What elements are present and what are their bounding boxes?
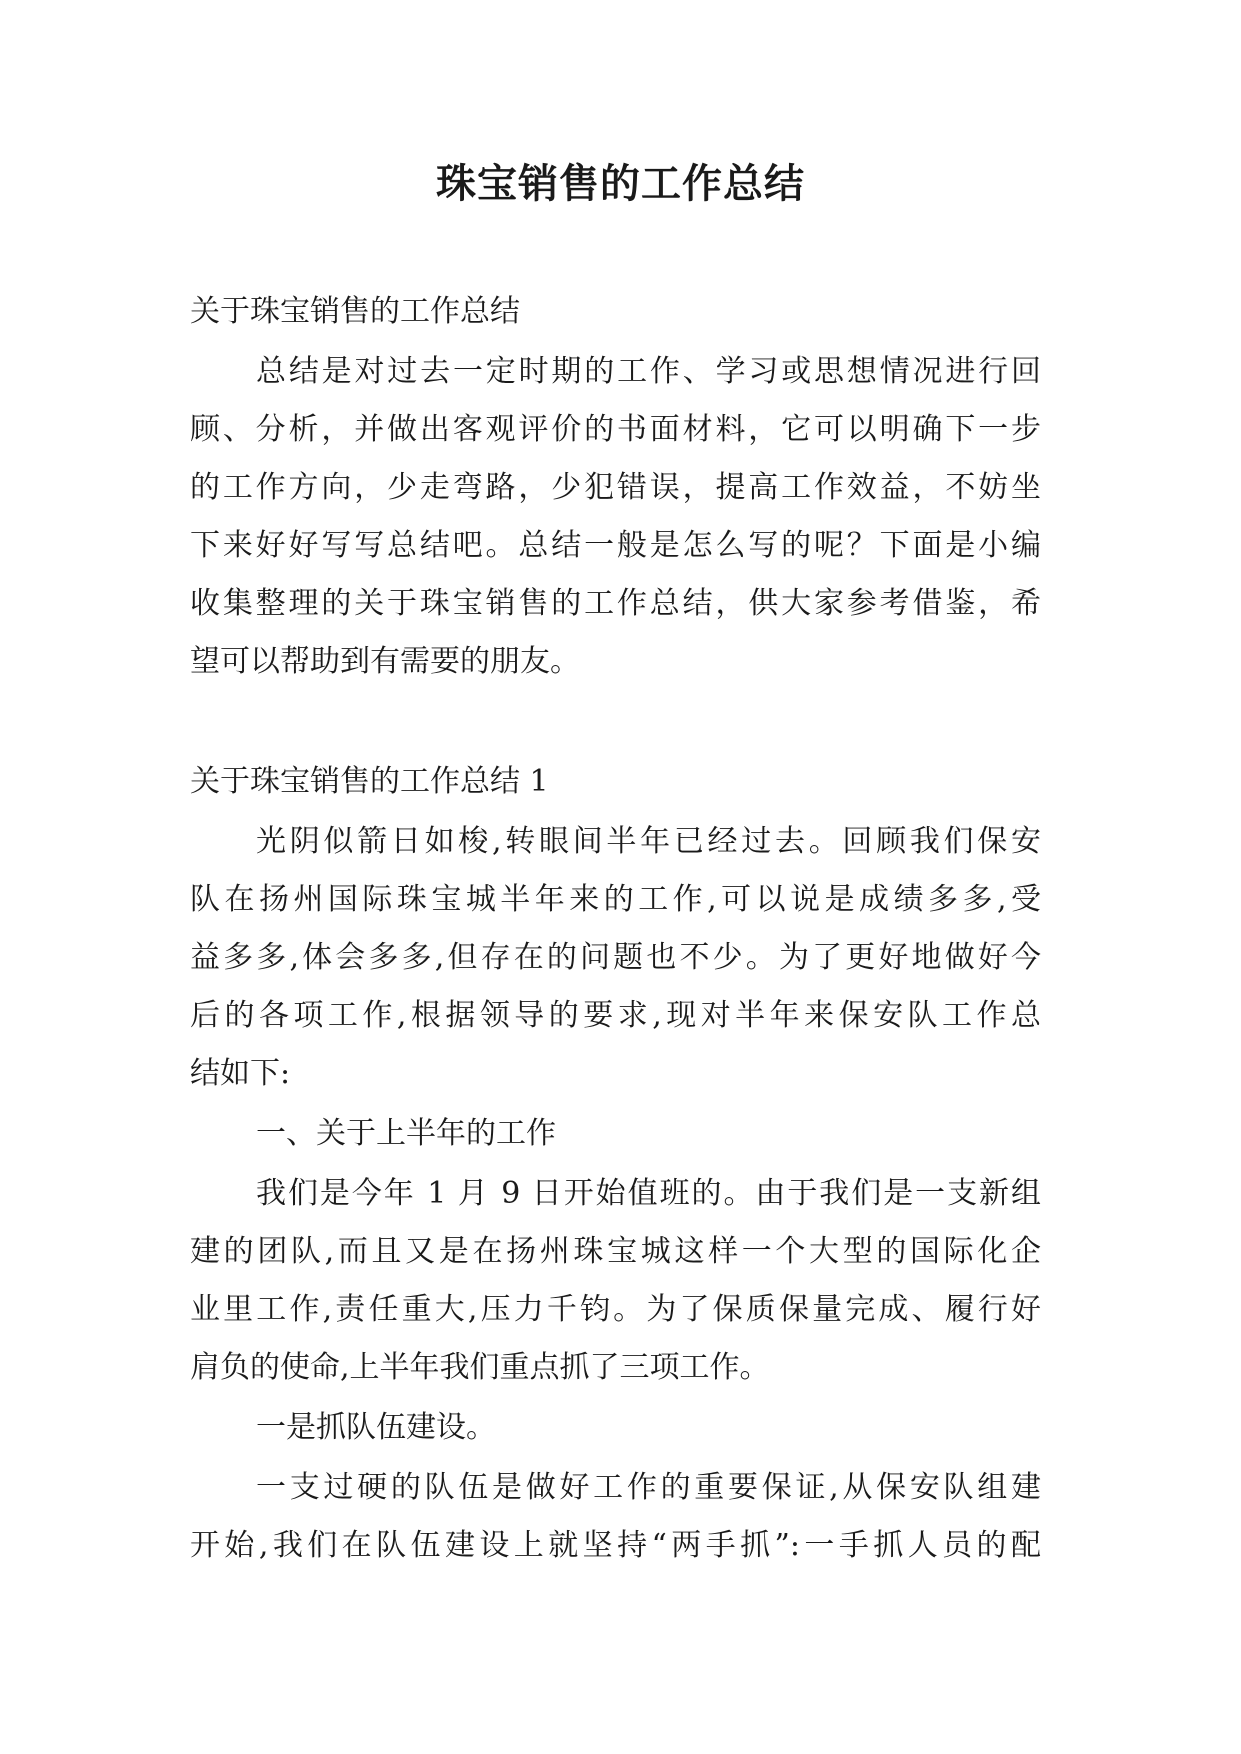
text-line-content: 结如下: [190, 1056, 291, 1091]
text-line-content: 后的各项工作,根据领导的要求,现对半年来保安队工作总 [190, 998, 1041, 1033]
text-line [0, 460, 1241, 516]
text-line-content: 益多多,体会多多,但存在的问题也不少。为了更好地做好今 [190, 940, 1041, 975]
text-line [0, 1400, 1241, 1456]
text-line [0, 1340, 1241, 1396]
text-line-content: 关于珠宝销售的工作总结 1 [190, 764, 549, 799]
text-line [0, 576, 1241, 632]
text-line [0, 1106, 1241, 1162]
text-line [0, 402, 1241, 458]
text-line-content: 队在扬州国际珠宝城半年来的工作,可以说是成绩多多,受 [190, 882, 1041, 917]
text-line-content: 光阴似箭日如梭,转眼间半年已经过去。回顾我们保安 [256, 824, 1041, 859]
text-line [0, 1224, 1241, 1280]
text-line [0, 930, 1241, 986]
text-line-content: 建的团队,而且又是在扬州珠宝城这样一个大型的国际化企 [190, 1234, 1041, 1269]
text-line [0, 1460, 1241, 1516]
text-line-content: 关于珠宝销售的工作总结 [190, 294, 520, 329]
text-line-content: 下来好好写写总结吧。总结一般是怎么写的呢？下面是小编 [190, 528, 1041, 563]
text-line [0, 634, 1241, 690]
text-line-content: 顾、分析，并做出客观评价的书面材料，它可以明确下一步 [190, 412, 1041, 447]
text-line-content: 一支过硬的队伍是做好工作的重要保证,从保安队组建 [256, 1470, 1041, 1505]
text-line [0, 872, 1241, 928]
text-line-content: 收集整理的关于珠宝销售的工作总结，供大家参考借鉴，希 [190, 586, 1041, 621]
text-line-content: 总结是对过去一定时期的工作、学习或思想情况进行回 [256, 354, 1041, 389]
text-line-content: 肩负的使命,上半年我们重点抓了三项工作。 [190, 1350, 770, 1385]
text-line [0, 518, 1241, 574]
text-line [0, 1282, 1241, 1338]
text-line-content: 的工作方向，少走弯路，少犯错误，提高工作效益，不妨坐 [190, 470, 1041, 505]
text-line-content: 一是抓队伍建设。 [256, 1410, 496, 1445]
text-line-content: 一、关于上半年的工作 [256, 1116, 556, 1151]
text-line [0, 988, 1241, 1044]
text-line [0, 1046, 1241, 1102]
text-line [0, 754, 1241, 810]
text-line [0, 284, 1241, 340]
text-line-content: 业里工作,责任重大,压力千钧。为了保质保量完成、履行好 [190, 1292, 1041, 1327]
text-line [0, 1518, 1241, 1574]
document-title: 珠宝销售的工作总结 [436, 160, 805, 207]
text-line [0, 344, 1241, 400]
text-line-content: 望可以帮助到有需要的朋友。 [190, 644, 580, 679]
text-line-content: 开始,我们在队伍建设上就坚持“两手抓”:一手抓人员的配 [190, 1528, 1041, 1563]
text-line [0, 814, 1241, 870]
text-line [0, 1166, 1241, 1222]
text-line-content: 我们是今年 1 月 9 日开始值班的。由于我们是一支新组 [256, 1176, 1041, 1211]
